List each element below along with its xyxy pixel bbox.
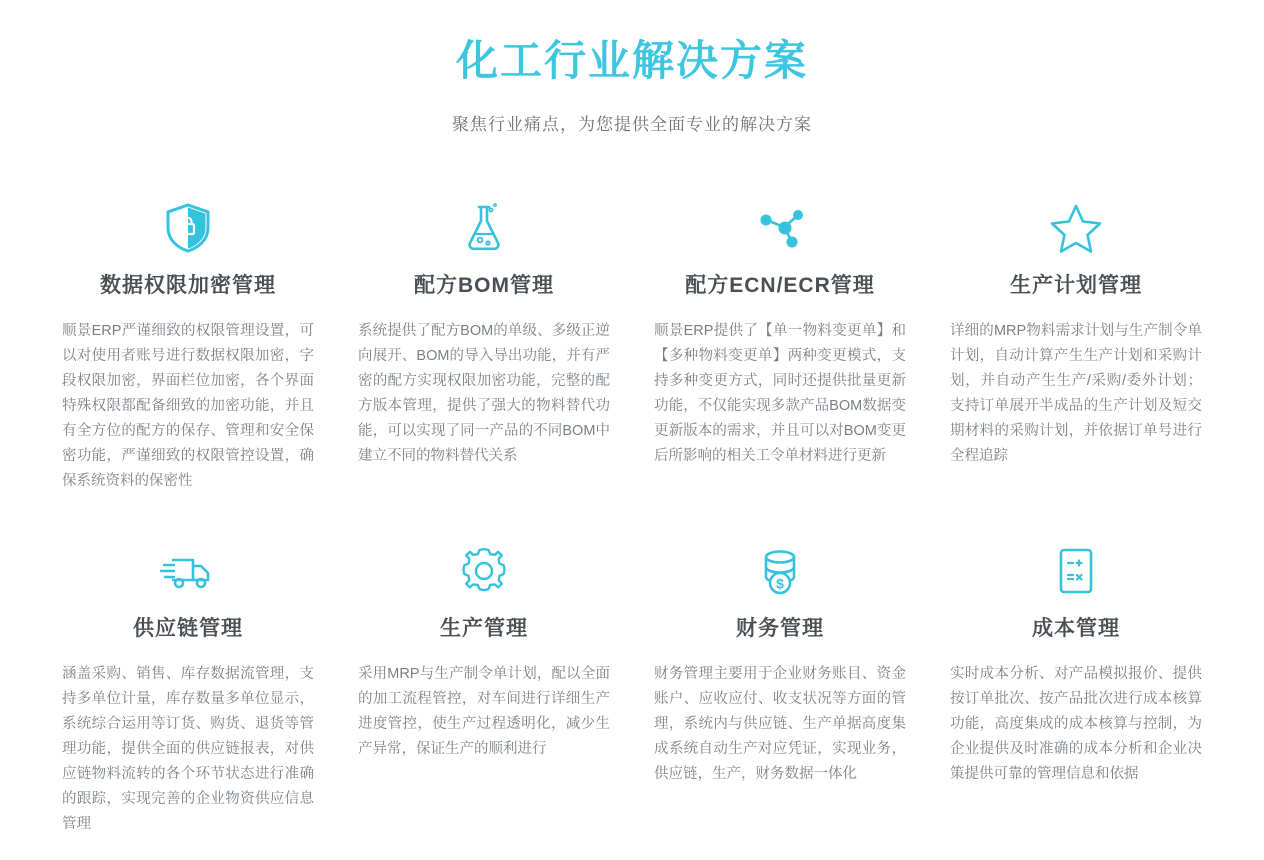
card-title: 生产管理 [440, 616, 528, 640]
card-description: 顺景ERP提供了【单一物料变更单】和【多种物料变更单】两种变更模式，支持多种变更方式，同时还提供批量更新功能，不仅能实现多款产品BOM数据变更新版本的需求，并且可以对BOM变更后所影响的相关工令单材料进行更新 [654, 323, 906, 465]
svg-text:$: $ [776, 575, 784, 592]
card-title: 供应链管理 [133, 616, 243, 640]
feature-card [928, 540, 1224, 837]
calculator-icon [950, 540, 1202, 602]
feature-card [40, 197, 336, 494]
card-title: 成本管理 [1032, 616, 1120, 640]
feature-card [336, 540, 632, 837]
feature-card [632, 540, 928, 837]
card-description: 涵盖采购、销售、库存数据流管理，支持多单位计量，库存数量多单位显示，系统综合运用等订货、购货、退货等管理功能，提供全面的供应链报表，对供应链物料流转的各个环节状态进行准确的跟踪，实现完善的企业物资供应信息管理 [62, 665, 314, 832]
card-title: 财务管理 [736, 616, 824, 640]
feature-card [632, 197, 928, 494]
feature-card [40, 540, 336, 837]
card-description: 财务管理主要用于企业财务账目、资金账户、应收应付、收支状况等方面的管理，系统内与供应链、生产单据高度集成系统自动生产对应凭证，实现业务，供应链，生产，财务数据一体化 [654, 665, 906, 782]
shield-lock-icon [62, 197, 314, 259]
page-subtitle: 聚焦行业痛点，为您提供全面专业的解决方案 [452, 115, 812, 135]
card-title: 生产计划管理 [1010, 274, 1142, 298]
card-description: 实时成本分析、对产品模拟报价、提供按订单批次、按产品批次进行成本核算功能，高度集成的成本核算与控制，为企业提供及时准确的成本分析和企业决策提供可靠的管理信息和依据 [950, 665, 1202, 782]
card-description: 采用MRP与生产制令单计划，配以全面的加工流程管控，对车间进行详细生产进度管控，使生产过程透明化，减少生产异常，保证生产的顺利进行 [358, 665, 610, 757]
card-description: 详细的MRP物料需求计划与生产制令单计划，自动计算产生生产计划和采购计划，并自动产生生产/采购/委外计划；支持订单展开半成品的生产计划及短交期材料的采购计划，并依据订单号进行全程追踪 [950, 323, 1202, 465]
money-coins-icon [654, 540, 906, 602]
card-description: 系统提供了配方BOM的单级、多级正逆向展开、BOM的导入导出功能，并有严密的配方实现权限加密功能，完整的配方版本管理，提供了强大的物料替代功能，可以实现了同一产品的不同BOM中建立不同的物料替代关系 [358, 323, 610, 465]
flask-icon [358, 197, 610, 259]
gear-icon [358, 540, 610, 602]
page-title: 化工行业解决方案 [455, 37, 808, 84]
star-icon [950, 197, 1202, 259]
truck-icon [62, 540, 314, 602]
feature-grid [0, 197, 1264, 836]
card-description: 顺景ERP严谨细致的权限管理设置，可以对使用者账号进行数据权限加密，字段权限加密，界面栏位加密，各个界面特殊权限都配备细致的加密功能，并且有全方位的配方的保存、管理和安全保密功能，严谨细致的权限管控设置，确保系统资料的保密性 [62, 323, 314, 490]
card-title: 配方ECN/ECR管理 [685, 274, 875, 298]
card-title: 数据权限加密管理 [100, 274, 276, 298]
feature-card [336, 197, 632, 494]
feature-card [928, 197, 1224, 494]
molecule-icon [654, 197, 906, 259]
card-title: 配方BOM管理 [414, 274, 554, 298]
